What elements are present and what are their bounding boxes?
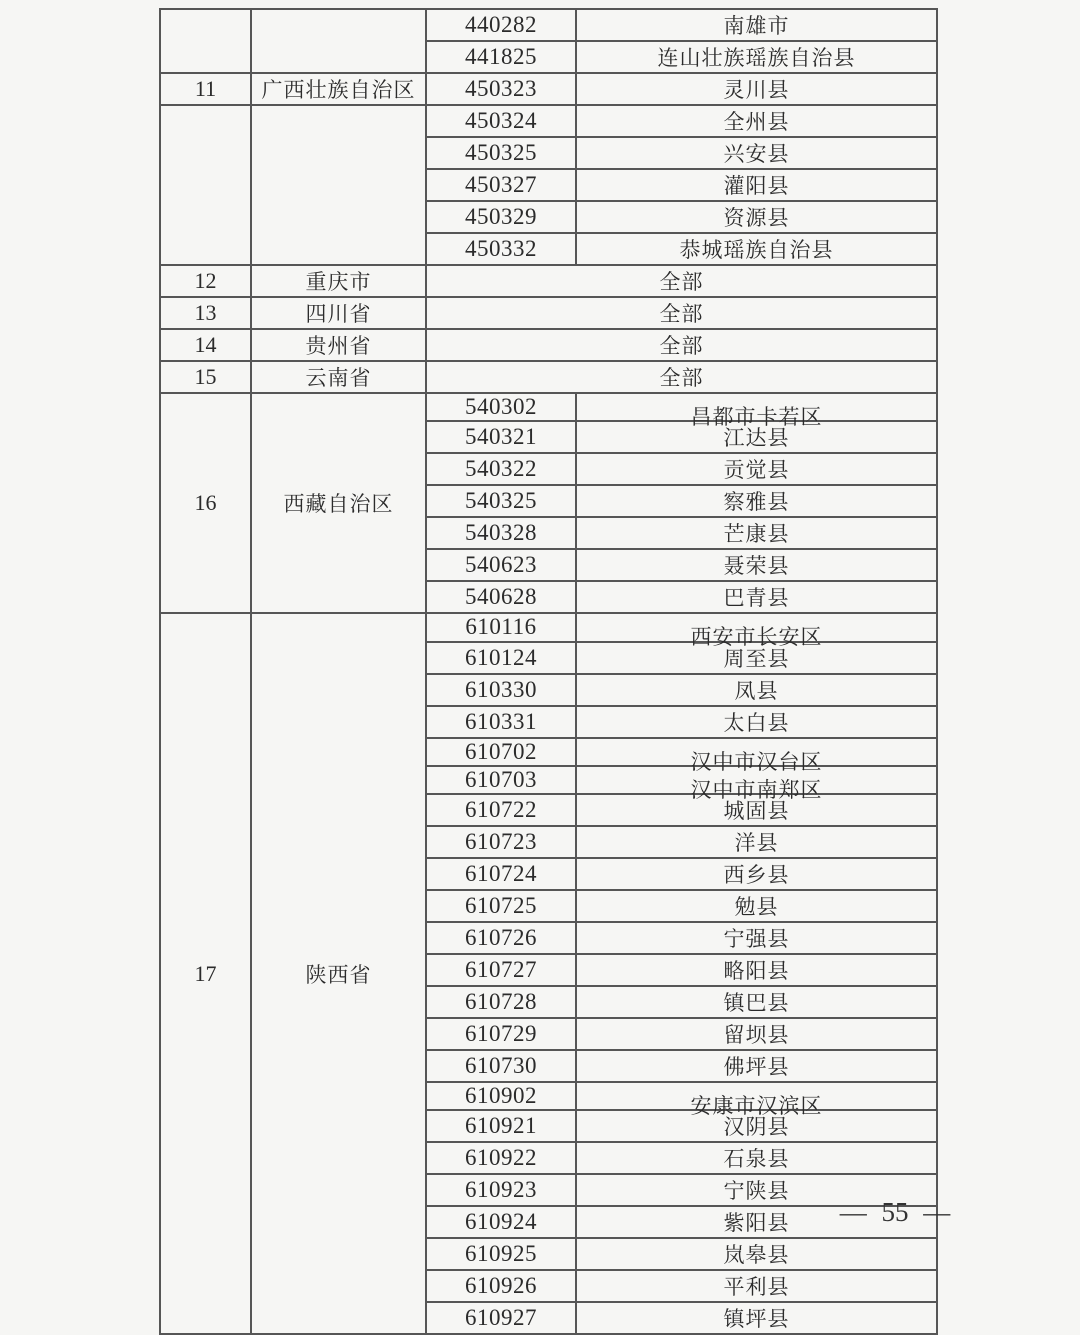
province-cell: 陕西省 bbox=[251, 613, 426, 1334]
table-row bbox=[160, 613, 937, 641]
code-cell: 610921 bbox=[426, 1110, 576, 1142]
name-cell: 宁陕县 bbox=[576, 1174, 937, 1206]
code-cell: 450327 bbox=[426, 169, 576, 201]
code-cell: 450329 bbox=[426, 201, 576, 233]
table-row bbox=[160, 329, 937, 361]
serial-cell bbox=[160, 9, 251, 73]
all-scope-cell: 全部 bbox=[426, 297, 937, 329]
serial-cell: 17 bbox=[160, 613, 251, 1334]
clipped-region-name: 西安市长安区 bbox=[690, 625, 823, 650]
code-cell: 610116 bbox=[426, 613, 576, 641]
clipped-name-wrap bbox=[577, 394, 936, 430]
page-number: — 55 — bbox=[839, 1197, 951, 1227]
code-cell: 610926 bbox=[426, 1270, 576, 1302]
name-cell: 勉县 bbox=[576, 890, 937, 922]
code-cell: 610922 bbox=[426, 1142, 576, 1174]
table-row bbox=[160, 297, 937, 329]
name-cell: 芒康县 bbox=[576, 517, 937, 549]
name-cell: 洋县 bbox=[576, 826, 937, 858]
code-cell: 450325 bbox=[426, 137, 576, 169]
name-cell: 灵川县 bbox=[576, 73, 937, 105]
code-cell: 450332 bbox=[426, 233, 576, 265]
code-cell: 441825 bbox=[426, 41, 576, 73]
name-cell: 紫阳县 bbox=[576, 1206, 937, 1238]
code-cell: 610124 bbox=[426, 642, 576, 674]
clipped-name-wrap bbox=[577, 739, 936, 774]
clipped-region-name: 汉中市汉台区 bbox=[690, 749, 823, 774]
serial-cell: 16 bbox=[160, 393, 251, 613]
name-cell bbox=[576, 766, 937, 802]
province-cell: 广西壮族自治区 bbox=[251, 73, 426, 105]
code-cell: 610902 bbox=[426, 1082, 576, 1110]
serial-cell: 12 bbox=[160, 265, 251, 297]
table-row bbox=[160, 9, 937, 41]
table-row bbox=[160, 361, 937, 393]
name-cell: 平利县 bbox=[576, 1270, 937, 1302]
code-cell: 450323 bbox=[426, 73, 576, 105]
serial-cell: 14 bbox=[160, 329, 251, 361]
code-cell: 610724 bbox=[426, 858, 576, 890]
name-cell: 周至县 bbox=[576, 642, 937, 674]
name-cell: 江达县 bbox=[576, 421, 937, 453]
name-cell: 镇巴县 bbox=[576, 986, 937, 1018]
province-cell bbox=[251, 9, 426, 73]
name-cell: 镇坪县 bbox=[576, 1302, 937, 1334]
serial-cell: 15 bbox=[160, 361, 251, 393]
code-cell: 540321 bbox=[426, 421, 576, 453]
province-cell: 云南省 bbox=[251, 361, 426, 393]
clipped-name-wrap bbox=[577, 614, 936, 650]
code-cell: 610927 bbox=[426, 1302, 576, 1334]
clipped-region-name: 汉中市南郑区 bbox=[690, 777, 823, 802]
serial-cell: 13 bbox=[160, 297, 251, 329]
all-scope-cell: 全部 bbox=[426, 265, 937, 297]
name-cell: 留坝县 bbox=[576, 1018, 937, 1050]
table-row bbox=[160, 393, 937, 421]
name-cell: 略阳县 bbox=[576, 954, 937, 986]
province-cell: 贵州省 bbox=[251, 329, 426, 361]
code-cell: 610703 bbox=[426, 766, 576, 794]
code-cell: 540302 bbox=[426, 393, 576, 421]
name-cell: 凤县 bbox=[576, 674, 937, 706]
name-cell bbox=[576, 613, 937, 650]
code-cell: 610924 bbox=[426, 1206, 576, 1238]
code-cell: 610702 bbox=[426, 738, 576, 766]
name-cell: 宁强县 bbox=[576, 922, 937, 954]
code-cell: 610729 bbox=[426, 1018, 576, 1050]
name-cell: 灌阳县 bbox=[576, 169, 937, 201]
serial-cell: 11 bbox=[160, 73, 251, 105]
province-cell: 西藏自治区 bbox=[251, 393, 426, 613]
serial-cell bbox=[160, 105, 251, 265]
name-cell: 兴安县 bbox=[576, 137, 937, 169]
region-code-table-body bbox=[160, 9, 937, 1334]
name-cell: 汉阴县 bbox=[576, 1110, 937, 1142]
name-cell: 岚皋县 bbox=[576, 1238, 937, 1270]
name-cell: 察雅县 bbox=[576, 485, 937, 517]
name-cell: 南雄市 bbox=[576, 9, 937, 41]
name-cell bbox=[576, 1082, 937, 1119]
code-cell: 610728 bbox=[426, 986, 576, 1018]
name-cell bbox=[576, 738, 937, 774]
code-cell: 610923 bbox=[426, 1174, 576, 1206]
province-cell: 重庆市 bbox=[251, 265, 426, 297]
name-cell: 巴青县 bbox=[576, 581, 937, 613]
name-cell: 恭城瑶族自治县 bbox=[576, 233, 937, 265]
name-cell: 贡觉县 bbox=[576, 453, 937, 485]
clipped-region-name: 安康市汉滨区 bbox=[690, 1094, 823, 1119]
code-cell: 610726 bbox=[426, 922, 576, 954]
code-cell: 610331 bbox=[426, 706, 576, 738]
name-cell: 西乡县 bbox=[576, 858, 937, 890]
code-cell: 540328 bbox=[426, 517, 576, 549]
code-cell: 610723 bbox=[426, 826, 576, 858]
code-cell: 440282 bbox=[426, 9, 576, 41]
code-cell: 610330 bbox=[426, 674, 576, 706]
name-cell: 全州县 bbox=[576, 105, 937, 137]
name-cell bbox=[576, 393, 937, 430]
name-cell: 聂荣县 bbox=[576, 549, 937, 581]
province-cell bbox=[251, 105, 426, 265]
name-cell: 连山壮族瑶族自治县 bbox=[576, 41, 937, 73]
code-cell: 540628 bbox=[426, 581, 576, 613]
clipped-name-wrap bbox=[577, 767, 936, 802]
clipped-region-name: 昌都市卡若区 bbox=[690, 405, 823, 430]
code-cell: 610925 bbox=[426, 1238, 576, 1270]
code-cell: 610730 bbox=[426, 1050, 576, 1082]
table-row bbox=[160, 265, 937, 297]
name-cell: 资源县 bbox=[576, 201, 937, 233]
name-cell: 太白县 bbox=[576, 706, 937, 738]
code-cell: 540623 bbox=[426, 549, 576, 581]
code-cell: 610727 bbox=[426, 954, 576, 986]
name-cell: 石泉县 bbox=[576, 1142, 937, 1174]
all-scope-cell: 全部 bbox=[426, 361, 937, 393]
code-cell: 540325 bbox=[426, 485, 576, 517]
name-cell: 佛坪县 bbox=[576, 1050, 937, 1082]
name-cell: 城固县 bbox=[576, 794, 937, 826]
code-cell: 610722 bbox=[426, 794, 576, 826]
code-cell: 540322 bbox=[426, 453, 576, 485]
province-cell: 四川省 bbox=[251, 297, 426, 329]
table-row bbox=[160, 73, 937, 105]
region-code-table bbox=[159, 8, 938, 1335]
code-cell: 450324 bbox=[426, 105, 576, 137]
all-scope-cell: 全部 bbox=[426, 329, 937, 361]
clipped-name-wrap bbox=[577, 1083, 936, 1119]
code-cell: 610725 bbox=[426, 890, 576, 922]
table-row bbox=[160, 105, 937, 137]
